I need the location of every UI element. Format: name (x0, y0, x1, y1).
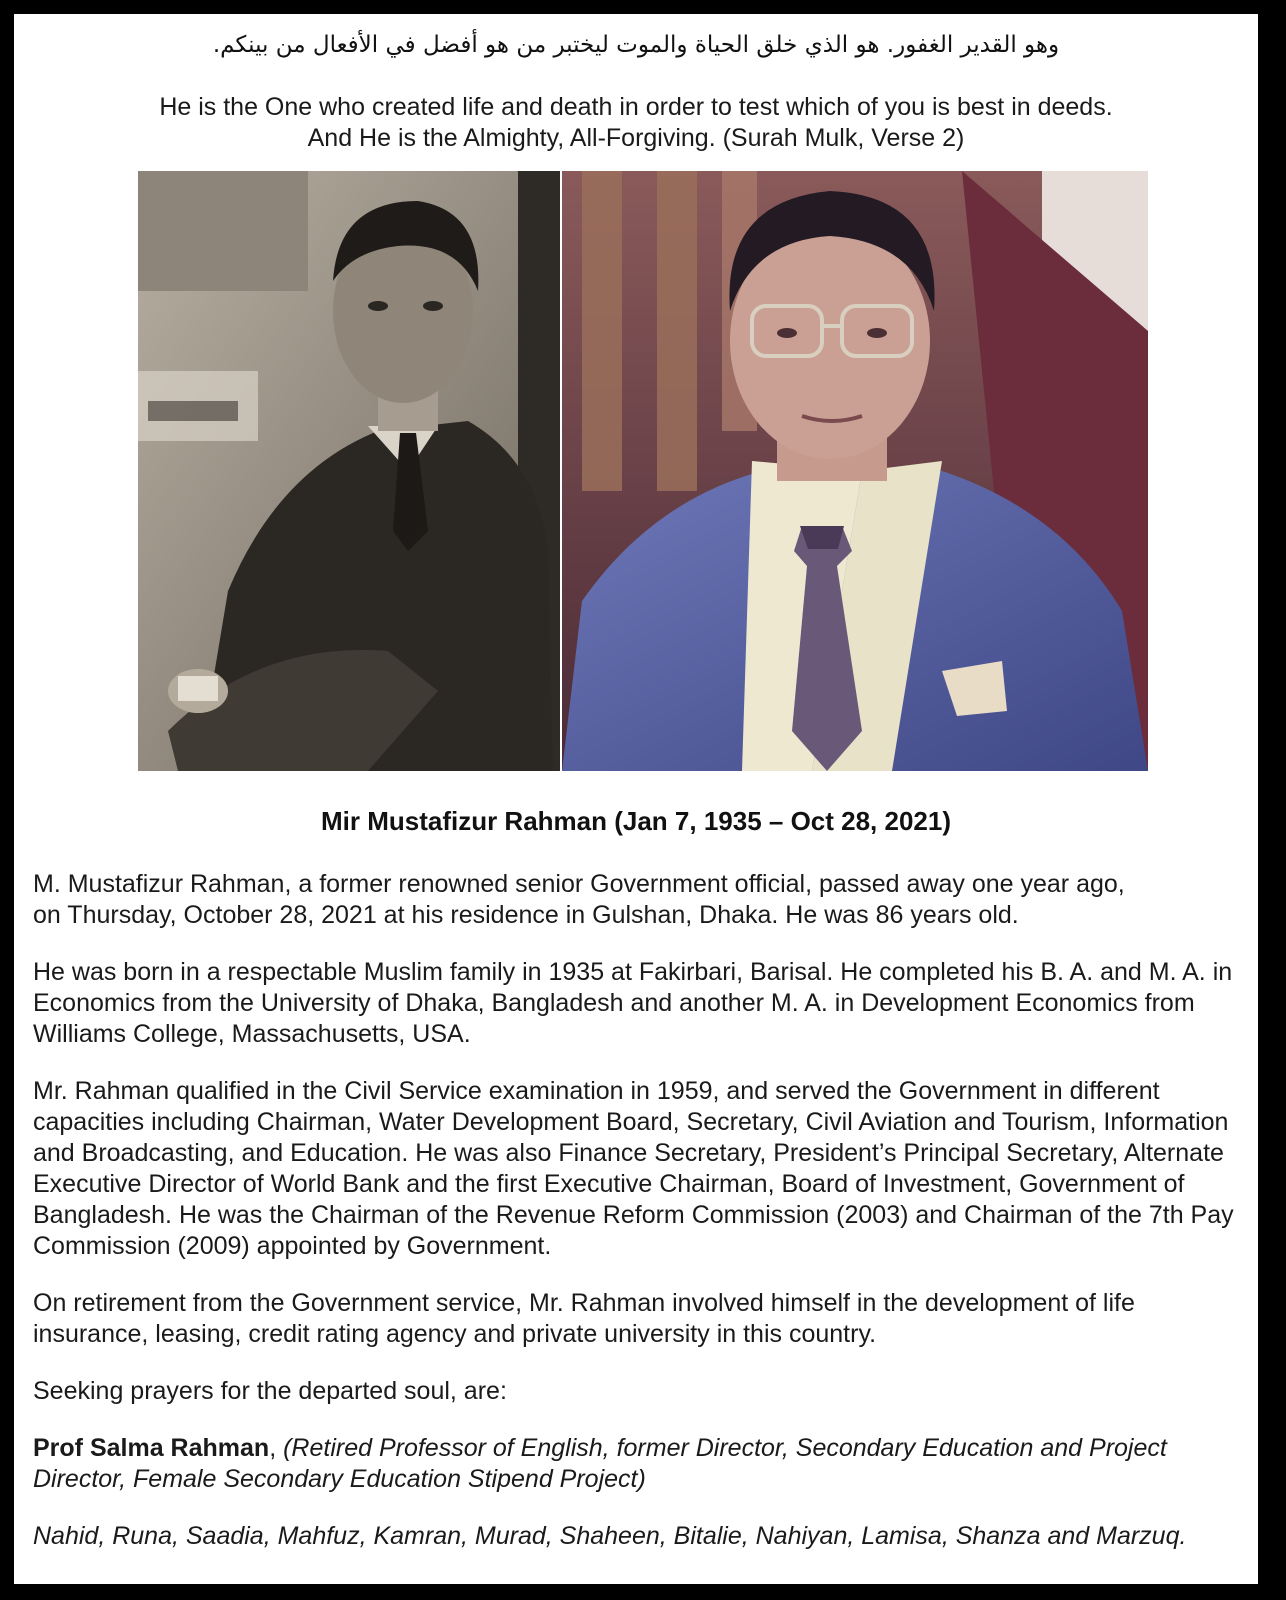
paragraph-spouse (33, 1433, 1248, 1495)
paragraph-retirement: On retirement from the Government service, Mr. Rahman involved himself in the development of life insurance, leasing, credit rating agency and private university in this country. (33, 1289, 1135, 1348)
portrait-elder-photo (562, 171, 1148, 771)
paragraph-education: He was born in a respectable Muslim family in 1935 at Fakirbari, Barisal. He completed his B. A. and M. A. in Economics from the University of Dhaka, Bangladesh and another M. A. in Development Economics from Williams College, Massachusetts, USA. (33, 958, 1233, 1048)
arabic-verse: وهو القدير الغفور. هو الذي خلق الحياة والموت ليختبر من هو أفضل في الأفعال من بينكم. (212, 32, 1060, 58)
english-verse (14, 92, 1258, 154)
obituary-title: Mir Mustafizur Rahman (Jan 7, 1935 – Oct 28, 2021) (320, 806, 952, 836)
spouse-name: Prof Salma Rahman (33, 1434, 270, 1462)
portrait-young-photo (138, 171, 560, 771)
obituary-page (14, 14, 1258, 1584)
paragraph-prayers: Seeking prayers for the departed soul, are: (33, 1377, 507, 1405)
paragraph-passing-line-2: on Thursday, October 28, 2021 at his residence in Gulshan, Dhaka. He was 86 years old. (33, 901, 1019, 929)
paragraph-passing-line-1: M. Mustafizur Rahman, a former renowned senior Government official, passed away one year ago, (33, 870, 1125, 898)
verse-line-2: And He is the Almighty, All-Forgiving. (Surah Mulk, Verse 2) (307, 124, 965, 152)
paragraph-career: Mr. Rahman qualified in the Civil Service examination in 1959, and served the Government in different capacities including Chairman, Water Development Board, Secretary, Civil Aviation and Tourism, Information and Broadcasting, and Education. He was also Finance Secretary, President’s Principal Secretary, Alternate Executive Director of World Bank and the first Executive Chairman, Board of Investment, Government of Bangladesh. He was the Chairman of the Revenue Reform Commission (2003) and Chairman of the 7th Pay Commission (2009) appointed by Government. (33, 1077, 1234, 1260)
spouse-separator: , (269, 1434, 284, 1462)
obituary-body (33, 869, 1248, 1578)
photo-row (138, 171, 1148, 771)
verse-line-1: He is the One who created life and death in order to test which of you is best in deeds. (159, 93, 1113, 121)
paragraph-passing (33, 869, 1248, 931)
spouse-description: (Retired Professor of English, former Director, Secondary Education and Project Director, Female Secondary Education Stipend Project) (33, 1434, 1167, 1493)
paragraph-family: Nahid, Runa, Saadia, Mahfuz, Kamran, Murad, Shaheen, Bitalie, Nahiyan, Lamisa, Shanza and Marzuq. (33, 1522, 1187, 1550)
